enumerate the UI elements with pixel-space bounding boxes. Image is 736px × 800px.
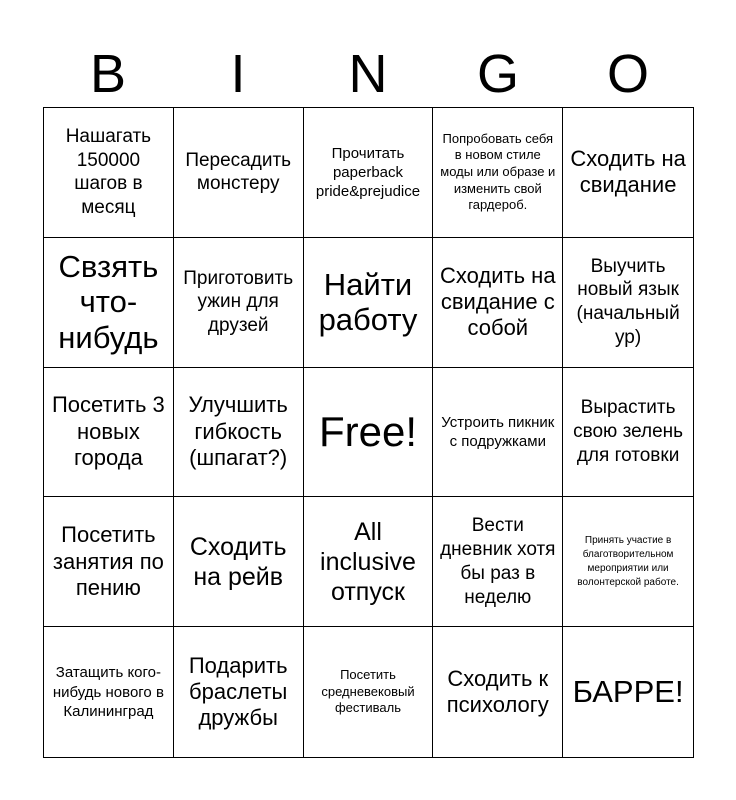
bingo-cell[interactable]: Вести дневник хотя бы раз в неделю (433, 497, 563, 627)
bingo-cell[interactable]: Устроить пикник с подружками (433, 368, 563, 498)
bingo-cell[interactable]: Свзять что-нибудь (44, 238, 174, 368)
bingo-cell[interactable]: Сходить на свидание (563, 108, 693, 238)
bingo-cell[interactable]: Улучшить гибкость (шпагат?) (174, 368, 304, 498)
bingo-cell[interactable]: Приготовить ужин для друзей (174, 238, 304, 368)
bingo-cell[interactable]: Пересадить монстеру (174, 108, 304, 238)
bingo-cell[interactable]: Вырастить свою зелень для готовки (563, 368, 693, 498)
bingo-cell[interactable]: Посетить 3 новых города (44, 368, 174, 498)
bingo-cell[interactable]: Прочитать paperback pride&prejudice (304, 108, 434, 238)
bingo-board (43, 107, 694, 758)
bingo-header (43, 40, 693, 108)
free-cell[interactable]: Free! (304, 368, 434, 498)
bingo-cell[interactable]: Попробовать себя в новом стиле моды или образе и изменить свой гардероб. (433, 108, 563, 238)
bingo-cell[interactable]: Подарить браслеты дружбы (174, 627, 304, 757)
bingo-cell[interactable]: All inclusive отпуск (304, 497, 434, 627)
header-letter-i: I (230, 44, 246, 104)
header-letter-b: B (89, 44, 127, 104)
header-letter-n: N (348, 44, 388, 104)
bingo-cell[interactable]: Выучить новый язык (начальный ур) (563, 238, 693, 368)
bingo-cell[interactable]: Нашагать 150000 шагов в месяц (44, 108, 174, 238)
bingo-cell[interactable]: Сходить на рейв (174, 497, 304, 627)
bingo-cell[interactable]: Посетить средневековый фестиваль (304, 627, 434, 757)
bingo-cell[interactable]: Затащить кого-нибудь нового в Калининград (44, 627, 174, 757)
bingo-cell[interactable]: БАРРЕ! (572, 674, 684, 710)
header-letter-o: O (606, 44, 649, 104)
bingo-cell[interactable]: Сходить на свидание с собой (433, 238, 563, 368)
bingo-cell[interactable]: Сходить к психологу (433, 627, 563, 757)
bingo-cell[interactable]: Принять участие в благотворительном мероприятии или волонтерской работе. (563, 497, 693, 627)
header-letter-g: G (476, 44, 519, 104)
bingo-cell[interactable]: Найти работу (304, 238, 434, 368)
bingo-cell[interactable]: Посетить занятия по пению (44, 497, 174, 627)
